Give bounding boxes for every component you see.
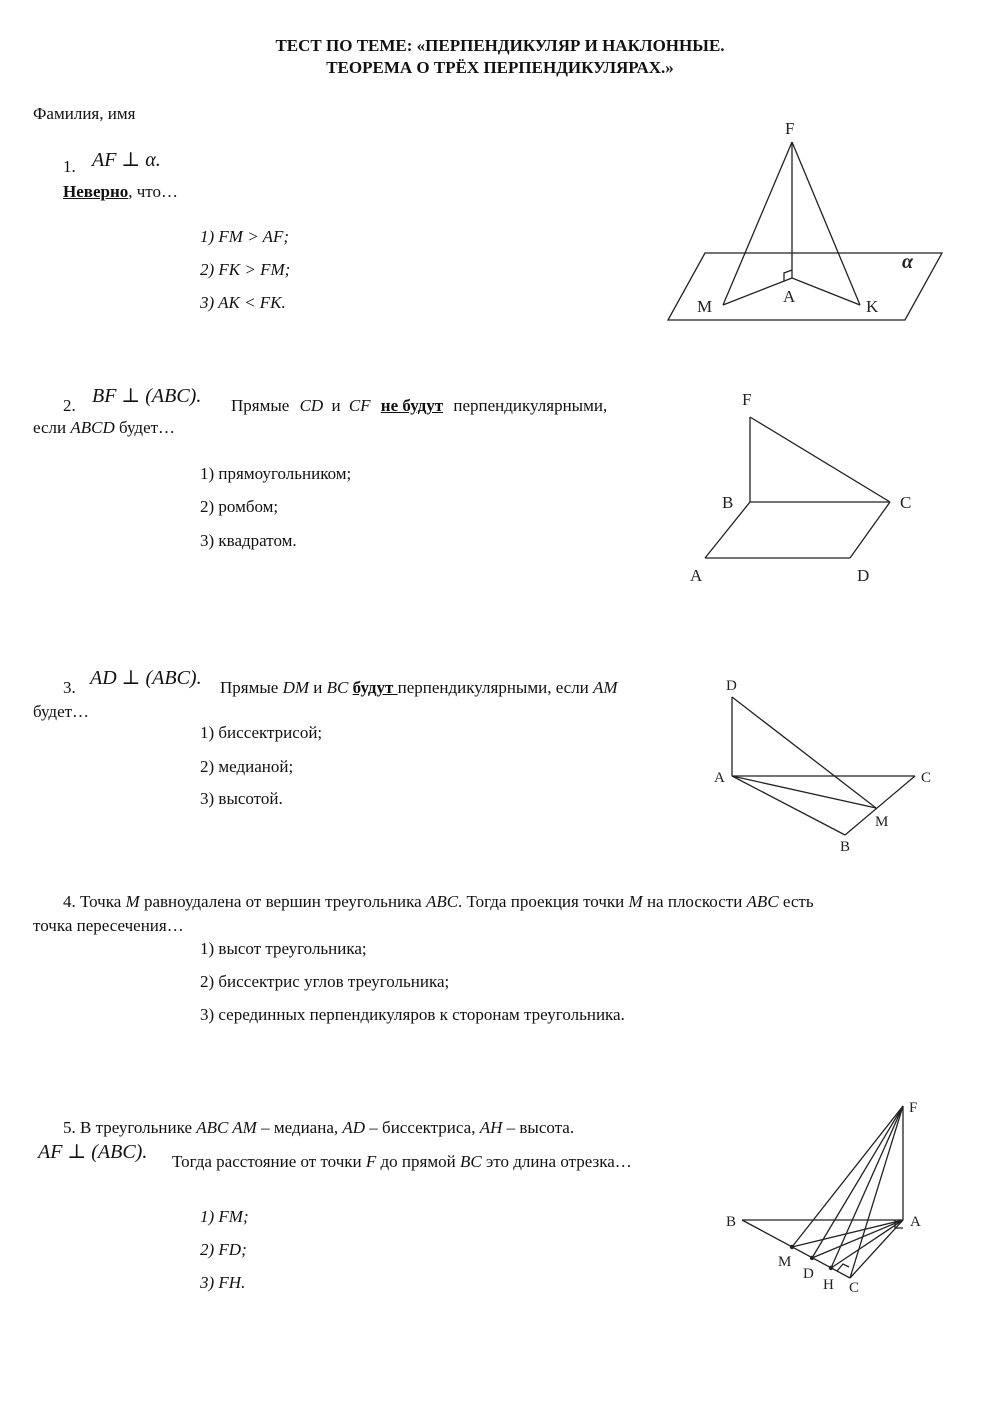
label-b: B: [726, 1214, 737, 1230]
point-h: [829, 1266, 833, 1270]
q5-text-e: Тогда расстояние от точки: [172, 1152, 362, 1171]
q2-line-cd: CD: [299, 396, 324, 415]
label-alpha: α: [902, 251, 914, 273]
q4-option-3: 3) серединных перпендикуляров к сторонам треугольника.: [200, 1005, 625, 1024]
q4-abc-1: ABC: [425, 892, 459, 911]
q2-and: и: [331, 396, 341, 415]
q1-option-2: 2) FK > FM;: [200, 260, 291, 279]
title-line-1: ТЕСТ ПО ТЕМЕ: «ПЕРПЕНДИКУЛЯР И НАКЛОННЫЕ.: [275, 36, 725, 55]
label-f: F: [742, 390, 752, 409]
q2-will-be: будет…: [119, 418, 176, 437]
segment-fm: [792, 1106, 903, 1247]
q3-positive: будут: [352, 678, 398, 697]
q3-am: AM: [593, 678, 618, 697]
title-line-2: ТЕОРЕМА О ТРЁХ ПЕРПЕНДИКУЛЯРАХ.»: [326, 58, 674, 77]
label-b: B: [840, 839, 851, 855]
q5-option-3: 3) FH.: [200, 1273, 246, 1292]
q2-text-2: перпендикулярными,: [453, 396, 608, 415]
q5-bc: BC: [459, 1152, 482, 1171]
q2-if: если: [33, 418, 67, 437]
q3-line-bc: BC: [326, 678, 349, 697]
label-a: A: [714, 770, 725, 786]
q4-text-a: 4. Точка: [63, 892, 122, 911]
label-b: B: [722, 493, 734, 512]
label-h: H: [823, 1277, 834, 1293]
q5-text-b: – медиана,: [261, 1118, 339, 1137]
q5-text-g: до прямой: [380, 1152, 456, 1171]
name-label: Фамилия, имя: [33, 104, 136, 123]
label-c: C: [900, 493, 912, 512]
q2-abcd: ABCD: [70, 418, 115, 437]
q2-condition: BF ⊥ (ABC).: [92, 385, 202, 407]
q2-text-1: Прямые: [231, 396, 290, 415]
q5-ah: AH: [479, 1118, 503, 1137]
q5-condition: AF ⊥ (ABC).: [38, 1141, 148, 1163]
right-angle-mark-h: [837, 1264, 849, 1271]
q4-text-b: равноудалена от вершин треугольника: [143, 892, 422, 911]
q2-option-2: 2) ромбом;: [200, 497, 279, 516]
q4-text-c: . Тогда проекция точки: [458, 892, 625, 911]
label-d: D: [857, 566, 870, 585]
q3-text-2: перпендикулярными, если: [397, 678, 589, 697]
q1-option-1: 1) FM > AF;: [200, 227, 290, 246]
label-f: F: [909, 1100, 918, 1116]
q2-number: 2.: [63, 396, 76, 415]
q2-negation: не будут: [380, 396, 444, 415]
q2-option-1: 1) прямоугольником;: [200, 464, 352, 483]
q1-negation: Неверно: [63, 182, 129, 201]
label-a: A: [910, 1214, 921, 1230]
q4-text-d: на плоскости: [646, 892, 743, 911]
q5-ad: AD: [342, 1118, 366, 1137]
label-m: M: [778, 1254, 792, 1270]
q5-text-c: – биссектриса,: [369, 1118, 476, 1137]
q4-statement-line-2: точка пересечения…: [33, 916, 184, 935]
q2-option-3: 3) квадратом.: [200, 531, 297, 550]
q3-option-1: 1) биссектрисой;: [200, 723, 323, 742]
label-d: D: [726, 678, 737, 694]
q3-number: 3.: [63, 678, 76, 697]
q1-option-3: 3) AK < FK.: [200, 293, 286, 312]
q4-text-e: есть: [782, 892, 814, 911]
q1-condition: AF ⊥ α.: [92, 149, 161, 171]
q1-statement-rest: , что…: [128, 182, 179, 201]
label-a: A: [783, 287, 796, 306]
label-d: D: [803, 1266, 814, 1282]
q5-option-2: 2) FD;: [200, 1240, 247, 1259]
q2-line-cf: CF: [348, 396, 371, 415]
q5-point-f: F: [365, 1152, 377, 1171]
q3-statement-line-2: будет…: [33, 702, 90, 721]
label-c: C: [921, 770, 932, 786]
label-m: M: [875, 814, 889, 830]
label-m: M: [697, 297, 713, 316]
q3-option-3: 3) высотой.: [200, 789, 283, 808]
label-f: F: [785, 119, 795, 138]
q5-text-a: 5. В треугольнике: [63, 1118, 192, 1137]
label-a: A: [690, 566, 703, 585]
q3-text-1: Прямые: [220, 678, 279, 697]
q3-line-dm: DM: [282, 678, 310, 697]
q3-and: и: [313, 678, 323, 697]
q5-text-h: это длина отрезка…: [485, 1152, 632, 1171]
q4-point-m-1: M: [125, 892, 140, 911]
q3-condition: AD ⊥ (ABC).: [90, 667, 202, 689]
q5-abc-am: ABC AM: [196, 1118, 257, 1137]
point-d: [810, 1256, 814, 1260]
label-c: C: [849, 1280, 860, 1296]
q5-text-d: – высота.: [506, 1118, 575, 1137]
q3-option-2: 2) медианой;: [200, 757, 294, 776]
segment-fc: [850, 1106, 903, 1278]
q1-number: 1.: [63, 157, 76, 176]
q5-option-1: 1) FM;: [200, 1207, 249, 1226]
q4-abc-2: ABC: [746, 892, 779, 911]
q4-point-m-2: M: [628, 892, 643, 911]
label-k: K: [866, 297, 879, 316]
q4-option-2: 2) биссектрис углов треугольника;: [200, 972, 450, 991]
point-m: [790, 1245, 794, 1249]
q4-option-1: 1) высот треугольника;: [200, 939, 367, 958]
segment-ac: [850, 1220, 903, 1278]
